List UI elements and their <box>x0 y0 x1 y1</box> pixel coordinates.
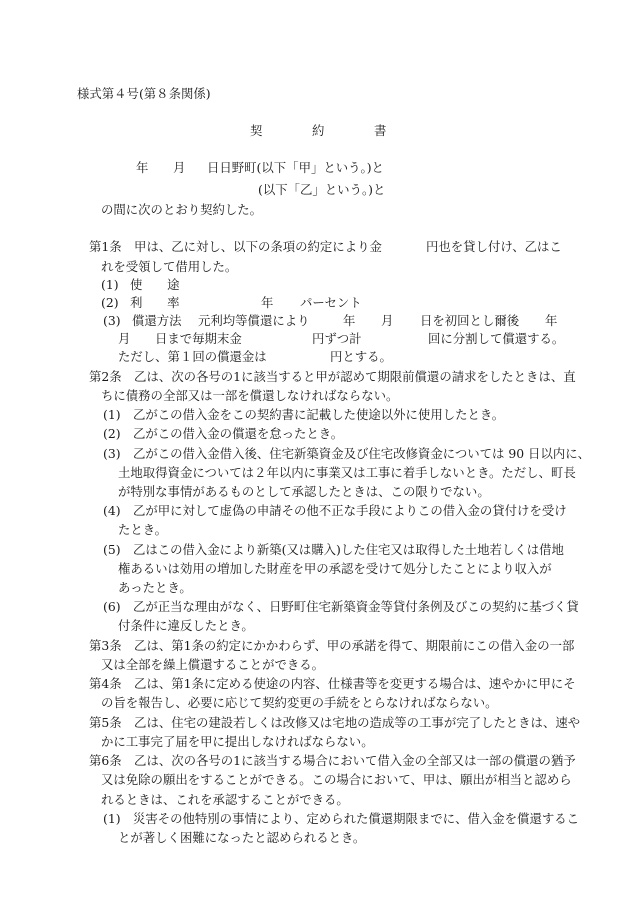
article1-item2-year: 年 <box>261 295 274 310</box>
article4-line1: 第4条 乙は、第1条に定める使途の内容、仕様書等を変更する場合は、速やかに甲にそ <box>89 676 576 691</box>
article1-item3-until: 日まで毎期末金 <box>155 331 242 346</box>
article1-item3-first: 日を初回とし爾後 <box>420 313 520 328</box>
article2-item3-line2: 土地取得資金については２年以内に事業又は工事に着手しないとき。ただし、町長 <box>118 465 576 480</box>
form-number: 様式第４号(第８条関係) <box>77 86 211 101</box>
title-char-2: 約 <box>312 123 325 138</box>
article5-line2: かに工事完了届を甲に提出しなければならない。 <box>101 734 374 749</box>
article1-item3-year2: 年 <box>545 313 558 328</box>
article2-item2: (2) 乙がこの借入金の償還を怠ったとき。 <box>103 426 344 441</box>
article6-item1-line2: とが著しく困難になったと認められるとき。 <box>118 830 366 845</box>
article1-item1-number: (1) <box>101 277 119 292</box>
date-year-label: 年 <box>136 160 149 175</box>
party-b-line: (以下「乙」という。)と <box>258 182 386 197</box>
article1-item3-amount: 円とする。 <box>330 349 392 364</box>
article1-item2-number: (2) <box>101 295 119 310</box>
article5-line1: 第5条 乙は、住宅の建設若しくは改修又は宅地の造成等の工事が完了したときは、速や <box>89 715 581 730</box>
article6-item1-line1: (1) 災害その他特別の事情により、定められた償還期限までに、借入金を償還するこ <box>103 811 580 826</box>
party-a-line: 日日野町(以下「甲」という。)と <box>207 160 384 175</box>
article4-line2: の旨を報告し、必要に応じて契約変更の手続をとらなければならない。 <box>101 695 498 710</box>
article1-item3-year: 年 <box>343 313 356 328</box>
article2-item6-line1: (6) 乙が正当な理由がなく、日野町住宅新築資金等貸付条例及びこの契約に基づく貸 <box>103 599 579 614</box>
article2-line2: ちに債務の全部又は一部を償還しなければならない。 <box>101 388 399 403</box>
article2-item1: (1) 乙がこの借入金をこの契約書に記載した使途以外に使用したとき。 <box>103 407 505 422</box>
article1-item2-percent: パーセント <box>300 295 362 310</box>
article1-line2: れを受領して借用した。 <box>101 259 238 274</box>
article2-item3-line1: (3) 乙がこの借入金借入後、住宅新築資金及び住宅改修資金については 90 日以内に、 <box>103 446 591 461</box>
article1-line1b: 円也を貸し付け、乙はこ <box>426 239 562 254</box>
article2-item3-line3: が特別な事情があるものとして承認したときは、この限りでない。 <box>118 484 490 499</box>
article6-line1: 第6条 乙は、次の各号の1に該当する場合において借入金の全部又は一部の償還の猶予 <box>89 753 576 768</box>
article1-item3-number: (3) <box>103 313 121 328</box>
article2-item5-line1: (5) 乙はこの借入金により新築(又は購入)した住宅又は取得した土地若しくは借地 <box>103 542 564 557</box>
article2-item6-line2: 付条件に違反したとき。 <box>118 618 254 633</box>
agreement-line: の間に次のとおり契約した。 <box>101 202 263 217</box>
date-month-label: 月 <box>173 160 186 175</box>
title-char-1: 契 <box>250 123 263 138</box>
article1-item3-month2: 月 <box>118 331 131 346</box>
title-char-3: 書 <box>374 123 387 138</box>
article3-line2: 又は全部を繰上償還することができる。 <box>101 657 325 672</box>
article1-item3-month: 月 <box>381 313 394 328</box>
article2-item4-line1: (4) 乙が甲に対して虚偽の申請その他不正な手段によりこの借入金の貸付けを受け <box>103 503 567 518</box>
article1-item3-equal-payment: 元利均等償還により <box>198 313 310 328</box>
article1-line1a: 第1条 甲は、乙に対し、以下の条項の約定により金 <box>89 239 382 254</box>
article2-item5-line3: あったとき。 <box>118 580 192 595</box>
article1-item1-label: 使 途 <box>130 277 180 292</box>
article2-item4-line2: たとき。 <box>118 522 168 537</box>
article1-item3-method: 償還方法 <box>132 313 182 328</box>
article2-item5-line2: 権あるいは効用の増加した財産を甲の承認を受けて処分したことにより収入が <box>118 561 552 576</box>
article6-line2: 又は免除の願出をすることができる。この場合において、甲は、願出が相当と認めら <box>101 772 572 787</box>
article1-item3-each: 円ずつ計 <box>312 331 362 346</box>
article2-line1: 第2条 乙は、次の各号の1に該当すると甲が認めて期限前償還の請求をしたときは、直 <box>89 369 576 384</box>
article1-item3-installments: 回に分割して償還する。 <box>428 331 565 346</box>
article3-line1: 第3条 乙は、第1条の約定にかかわらず、甲の承諾を得て、期限前にこの借入金の一部 <box>89 638 575 653</box>
article6-line3: れるときは、これを承認することができる。 <box>101 792 349 807</box>
article1-item3-proviso: ただし、第１回の償還金は <box>118 349 267 364</box>
article1-item2-label: 利 率 <box>130 295 180 310</box>
